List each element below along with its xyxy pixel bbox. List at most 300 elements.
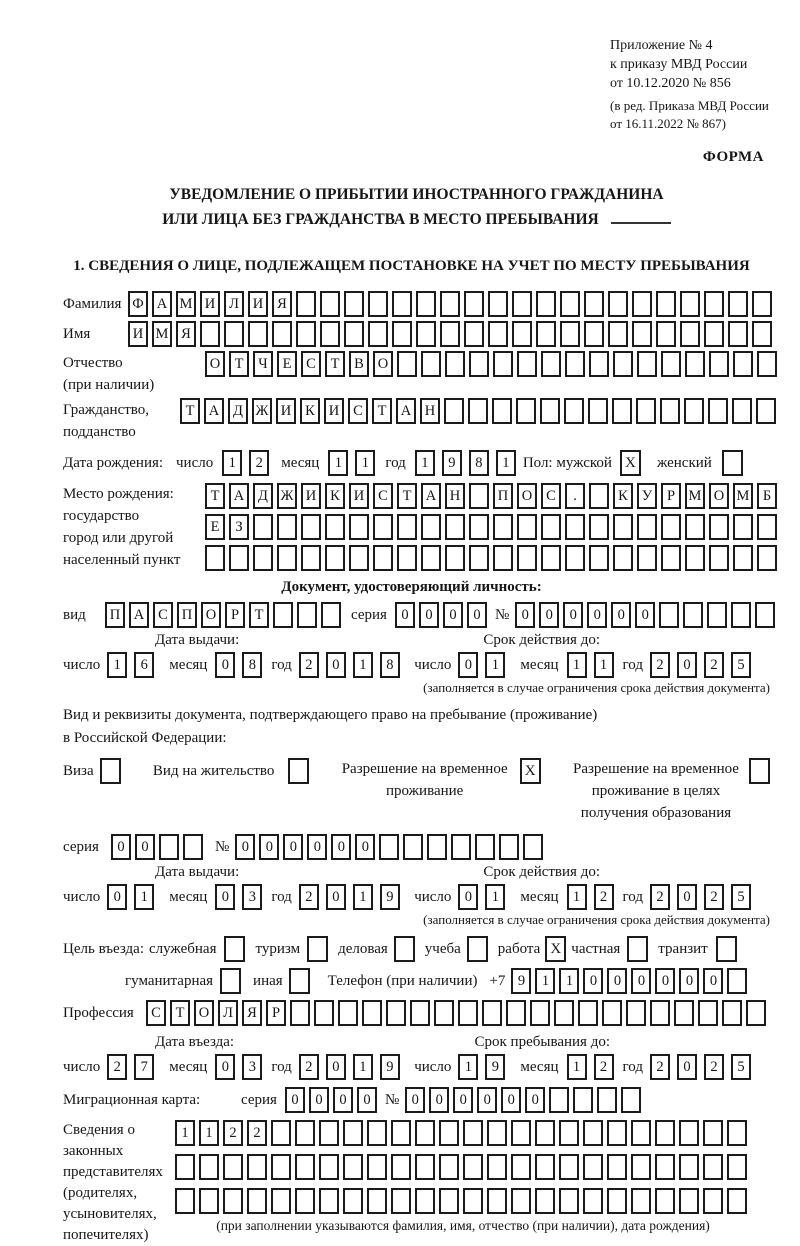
char-cell[interactable] (685, 514, 705, 540)
char-cell[interactable] (707, 602, 727, 628)
purpose-transit-checkbox[interactable] (716, 936, 737, 962)
char-cell[interactable] (584, 291, 604, 317)
char-cell[interactable]: 0 (107, 884, 127, 910)
char-cell[interactable] (703, 1120, 723, 1146)
char-cell[interactable]: 0 (631, 968, 651, 994)
char-cell[interactable] (674, 1000, 694, 1026)
char-cell[interactable]: И (349, 483, 369, 509)
char-cell[interactable] (223, 1154, 243, 1180)
char-cell[interactable] (319, 1154, 339, 1180)
char-cell[interactable]: Е (277, 351, 297, 377)
char-cell[interactable] (708, 398, 728, 424)
char-cell[interactable] (320, 291, 340, 317)
char-cell[interactable]: 9 (380, 1054, 400, 1080)
char-cell[interactable] (564, 398, 584, 424)
char-cell[interactable]: А (396, 398, 416, 424)
char-cell[interactable]: 0 (635, 602, 655, 628)
char-cell[interactable] (325, 545, 345, 571)
char-cell[interactable] (458, 1000, 478, 1026)
char-cell[interactable]: 0 (677, 884, 697, 910)
purpose-study-checkbox[interactable] (467, 936, 488, 962)
char-cell[interactable] (367, 1188, 387, 1214)
purpose-humanitarian-checkbox[interactable] (220, 968, 241, 994)
char-cell[interactable]: О (201, 602, 221, 628)
char-cell[interactable]: 1 (353, 652, 373, 678)
char-cell[interactable] (559, 1188, 579, 1214)
char-cell[interactable] (439, 1120, 459, 1146)
char-cell[interactable] (685, 545, 705, 571)
char-cell[interactable] (517, 514, 537, 540)
char-cell[interactable]: 0 (611, 602, 631, 628)
char-cell[interactable]: 0 (357, 1087, 377, 1113)
char-cell[interactable]: 9 (380, 884, 400, 910)
char-cell[interactable] (295, 1154, 315, 1180)
char-cell[interactable] (253, 545, 273, 571)
char-cell[interactable] (655, 1154, 675, 1180)
char-cell[interactable]: 1 (567, 1054, 587, 1080)
char-cell[interactable]: 1 (415, 450, 435, 476)
char-cell[interactable] (727, 1120, 747, 1146)
char-cell[interactable]: 2 (107, 1054, 127, 1080)
char-cell[interactable] (565, 545, 585, 571)
char-cell[interactable] (319, 1188, 339, 1214)
char-cell[interactable] (421, 351, 441, 377)
char-cell[interactable] (368, 291, 388, 317)
char-cell[interactable]: П (493, 483, 513, 509)
char-cell[interactable] (560, 291, 580, 317)
char-cell[interactable] (583, 1154, 603, 1180)
char-cell[interactable]: 0 (515, 602, 535, 628)
char-cell[interactable] (469, 545, 489, 571)
char-cell[interactable] (439, 1154, 459, 1180)
char-cell[interactable]: 0 (355, 834, 375, 860)
char-cell[interactable]: 2 (299, 652, 319, 678)
char-cell[interactable]: 1 (485, 884, 505, 910)
char-cell[interactable] (297, 602, 317, 628)
char-cell[interactable] (727, 968, 747, 994)
char-cell[interactable] (511, 1154, 531, 1180)
char-cell[interactable] (602, 1000, 622, 1026)
char-cell[interactable] (319, 1120, 339, 1146)
char-cell[interactable] (535, 1154, 555, 1180)
char-cell[interactable] (295, 1188, 315, 1214)
char-cell[interactable]: 0 (215, 884, 235, 910)
char-cell[interactable]: 0 (309, 1087, 329, 1113)
char-cell[interactable] (613, 514, 633, 540)
char-cell[interactable] (703, 1188, 723, 1214)
char-cell[interactable] (367, 1120, 387, 1146)
char-cell[interactable] (445, 351, 465, 377)
char-cell[interactable] (703, 1154, 723, 1180)
char-cell[interactable]: Т (372, 398, 392, 424)
char-cell[interactable] (698, 1000, 718, 1026)
char-cell[interactable]: О (194, 1000, 214, 1026)
char-cell[interactable] (273, 602, 293, 628)
char-cell[interactable]: А (229, 483, 249, 509)
char-cell[interactable]: К (325, 483, 345, 509)
char-cell[interactable]: 1 (594, 652, 614, 678)
char-cell[interactable] (631, 1154, 651, 1180)
char-cell[interactable] (732, 398, 752, 424)
char-cell[interactable] (683, 602, 703, 628)
char-cell[interactable]: И (301, 483, 321, 509)
char-cell[interactable]: 1 (134, 884, 154, 910)
char-cell[interactable] (386, 1000, 406, 1026)
char-cell[interactable] (427, 834, 447, 860)
char-cell[interactable] (621, 1087, 641, 1113)
char-cell[interactable] (565, 351, 585, 377)
char-cell[interactable] (349, 514, 369, 540)
char-cell[interactable] (704, 291, 724, 317)
char-cell[interactable] (512, 291, 532, 317)
char-cell[interactable]: Н (445, 483, 465, 509)
char-cell[interactable] (247, 1154, 267, 1180)
char-cell[interactable] (343, 1120, 363, 1146)
char-cell[interactable]: 0 (677, 1054, 697, 1080)
char-cell[interactable]: 2 (594, 884, 614, 910)
char-cell[interactable]: 2 (299, 1054, 319, 1080)
char-cell[interactable] (541, 514, 561, 540)
char-cell[interactable]: С (301, 351, 321, 377)
char-cell[interactable] (752, 321, 772, 347)
char-cell[interactable] (271, 1154, 291, 1180)
char-cell[interactable] (469, 351, 489, 377)
char-cell[interactable] (655, 1120, 675, 1146)
char-cell[interactable]: Ч (253, 351, 273, 377)
char-cell[interactable] (583, 1120, 603, 1146)
char-cell[interactable] (656, 291, 676, 317)
char-cell[interactable] (685, 351, 705, 377)
char-cell[interactable] (397, 514, 417, 540)
char-cell[interactable] (272, 321, 292, 347)
char-cell[interactable] (175, 1188, 195, 1214)
char-cell[interactable] (421, 514, 441, 540)
char-cell[interactable]: 3 (242, 884, 262, 910)
char-cell[interactable]: Р (225, 602, 245, 628)
char-cell[interactable]: М (152, 321, 172, 347)
char-cell[interactable]: С (373, 483, 393, 509)
char-cell[interactable]: Я (176, 321, 196, 347)
char-cell[interactable] (199, 1154, 219, 1180)
char-cell[interactable]: 9 (485, 1054, 505, 1080)
char-cell[interactable]: 2 (650, 652, 670, 678)
char-cell[interactable] (517, 545, 537, 571)
char-cell[interactable] (253, 514, 273, 540)
char-cell[interactable]: 1 (535, 968, 555, 994)
char-cell[interactable] (517, 351, 537, 377)
char-cell[interactable] (637, 351, 657, 377)
char-cell[interactable] (589, 483, 609, 509)
char-cell[interactable] (487, 1188, 507, 1214)
char-cell[interactable] (757, 351, 777, 377)
char-cell[interactable] (516, 398, 536, 424)
char-cell[interactable] (636, 398, 656, 424)
char-cell[interactable]: 0 (677, 652, 697, 678)
char-cell[interactable] (560, 321, 580, 347)
char-cell[interactable]: 0 (458, 884, 478, 910)
char-cell[interactable]: И (128, 321, 148, 347)
char-cell[interactable] (271, 1188, 291, 1214)
char-cell[interactable] (656, 321, 676, 347)
char-cell[interactable] (391, 1120, 411, 1146)
char-cell[interactable] (344, 321, 364, 347)
char-cell[interactable]: 2 (650, 1054, 670, 1080)
char-cell[interactable]: 0 (539, 602, 559, 628)
char-cell[interactable] (632, 291, 652, 317)
char-cell[interactable]: 1 (222, 450, 242, 476)
char-cell[interactable]: А (129, 602, 149, 628)
char-cell[interactable] (631, 1188, 651, 1214)
char-cell[interactable] (487, 1154, 507, 1180)
char-cell[interactable]: 5 (731, 884, 751, 910)
char-cell[interactable] (397, 545, 417, 571)
char-cell[interactable]: 0 (283, 834, 303, 860)
char-cell[interactable] (469, 514, 489, 540)
char-cell[interactable] (463, 1120, 483, 1146)
char-cell[interactable] (248, 321, 268, 347)
char-cell[interactable]: 1 (559, 968, 579, 994)
char-cell[interactable]: 0 (443, 602, 463, 628)
char-cell[interactable] (205, 545, 225, 571)
char-cell[interactable] (704, 321, 724, 347)
char-cell[interactable]: 0 (215, 652, 235, 678)
char-cell[interactable]: 1 (485, 652, 505, 678)
char-cell[interactable]: Ж (252, 398, 272, 424)
char-cell[interactable] (415, 1120, 435, 1146)
char-cell[interactable]: 0 (235, 834, 255, 860)
char-cell[interactable]: К (613, 483, 633, 509)
char-cell[interactable] (535, 1120, 555, 1146)
char-cell[interactable] (468, 398, 488, 424)
char-cell[interactable]: С (153, 602, 173, 628)
char-cell[interactable]: 0 (215, 1054, 235, 1080)
char-cell[interactable]: 1 (199, 1120, 219, 1146)
char-cell[interactable] (403, 834, 423, 860)
char-cell[interactable]: 2 (650, 884, 670, 910)
char-cell[interactable]: А (204, 398, 224, 424)
char-cell[interactable] (607, 1188, 627, 1214)
char-cell[interactable] (540, 398, 560, 424)
char-cell[interactable]: М (176, 291, 196, 317)
char-cell[interactable] (659, 602, 679, 628)
char-cell[interactable]: М (733, 483, 753, 509)
char-cell[interactable]: 0 (135, 834, 155, 860)
char-cell[interactable] (746, 1000, 766, 1026)
char-cell[interactable]: А (421, 483, 441, 509)
char-cell[interactable]: 2 (223, 1120, 243, 1146)
char-cell[interactable]: 0 (331, 834, 351, 860)
char-cell[interactable] (756, 398, 776, 424)
char-cell[interactable] (296, 291, 316, 317)
char-cell[interactable]: 2 (249, 450, 269, 476)
char-cell[interactable] (752, 291, 772, 317)
char-cell[interactable] (391, 1188, 411, 1214)
char-cell[interactable]: 0 (307, 834, 327, 860)
char-cell[interactable] (626, 1000, 646, 1026)
char-cell[interactable] (415, 1154, 435, 1180)
char-cell[interactable] (464, 321, 484, 347)
char-cell[interactable] (554, 1000, 574, 1026)
char-cell[interactable] (728, 321, 748, 347)
char-cell[interactable] (755, 602, 775, 628)
char-cell[interactable] (541, 545, 561, 571)
char-cell[interactable] (506, 1000, 526, 1026)
char-cell[interactable] (612, 398, 632, 424)
char-cell[interactable]: Т (180, 398, 200, 424)
purpose-work-checkbox[interactable]: X (545, 936, 566, 962)
char-cell[interactable]: 1 (107, 652, 127, 678)
char-cell[interactable]: 0 (259, 834, 279, 860)
char-cell[interactable]: П (177, 602, 197, 628)
char-cell[interactable] (637, 514, 657, 540)
char-cell[interactable] (680, 291, 700, 317)
char-cell[interactable] (661, 351, 681, 377)
char-cell[interactable] (392, 321, 412, 347)
purpose-private-checkbox[interactable] (627, 936, 648, 962)
char-cell[interactable] (607, 1154, 627, 1180)
char-cell[interactable] (444, 398, 464, 424)
char-cell[interactable] (493, 351, 513, 377)
char-cell[interactable] (229, 545, 249, 571)
char-cell[interactable] (709, 545, 729, 571)
char-cell[interactable] (392, 291, 412, 317)
char-cell[interactable] (159, 834, 179, 860)
residence-permit-checkbox[interactable] (288, 758, 309, 784)
char-cell[interactable]: 0 (587, 602, 607, 628)
char-cell[interactable] (709, 351, 729, 377)
char-cell[interactable]: 5 (731, 652, 751, 678)
char-cell[interactable]: 0 (501, 1087, 521, 1113)
char-cell[interactable] (679, 1120, 699, 1146)
char-cell[interactable] (492, 398, 512, 424)
char-cell[interactable] (541, 351, 561, 377)
visa-checkbox[interactable] (100, 758, 121, 784)
char-cell[interactable] (511, 1120, 531, 1146)
char-cell[interactable]: Т (205, 483, 225, 509)
char-cell[interactable] (493, 545, 513, 571)
char-cell[interactable] (379, 834, 399, 860)
char-cell[interactable]: 0 (453, 1087, 473, 1113)
char-cell[interactable]: 1 (353, 884, 373, 910)
char-cell[interactable] (493, 514, 513, 540)
char-cell[interactable] (224, 321, 244, 347)
char-cell[interactable] (271, 1120, 291, 1146)
char-cell[interactable]: И (324, 398, 344, 424)
char-cell[interactable] (469, 483, 489, 509)
char-cell[interactable] (523, 834, 543, 860)
char-cell[interactable] (295, 1120, 315, 1146)
char-cell[interactable] (583, 1188, 603, 1214)
char-cell[interactable]: 8 (242, 652, 262, 678)
char-cell[interactable] (589, 545, 609, 571)
char-cell[interactable]: О (373, 351, 393, 377)
char-cell[interactable] (607, 1120, 627, 1146)
char-cell[interactable]: Я (272, 291, 292, 317)
char-cell[interactable]: 1 (458, 1054, 478, 1080)
char-cell[interactable] (440, 321, 460, 347)
char-cell[interactable] (344, 291, 364, 317)
char-cell[interactable] (613, 545, 633, 571)
char-cell[interactable] (565, 514, 585, 540)
char-cell[interactable] (277, 514, 297, 540)
char-cell[interactable] (199, 1188, 219, 1214)
char-cell[interactable] (223, 1188, 243, 1214)
char-cell[interactable] (597, 1087, 617, 1113)
char-cell[interactable]: 0 (703, 968, 723, 994)
char-cell[interactable] (631, 1120, 651, 1146)
char-cell[interactable]: А (152, 291, 172, 317)
char-cell[interactable] (391, 1154, 411, 1180)
char-cell[interactable] (728, 291, 748, 317)
char-cell[interactable]: Н (420, 398, 440, 424)
char-cell[interactable] (290, 1000, 310, 1026)
char-cell[interactable] (277, 545, 297, 571)
char-cell[interactable]: 8 (469, 450, 489, 476)
char-cell[interactable] (410, 1000, 430, 1026)
char-cell[interactable]: 1 (175, 1120, 195, 1146)
char-cell[interactable]: Д (228, 398, 248, 424)
char-cell[interactable]: М (685, 483, 705, 509)
char-cell[interactable]: И (248, 291, 268, 317)
char-cell[interactable]: 2 (704, 884, 724, 910)
char-cell[interactable]: Ф (128, 291, 148, 317)
char-cell[interactable] (536, 291, 556, 317)
temp-residence-checkbox[interactable]: X (520, 758, 541, 784)
char-cell[interactable]: Т (229, 351, 249, 377)
char-cell[interactable] (588, 398, 608, 424)
char-cell[interactable]: 7 (134, 1054, 154, 1080)
purpose-tourism-checkbox[interactable] (307, 936, 328, 962)
char-cell[interactable]: Т (170, 1000, 190, 1026)
purpose-business-checkbox[interactable] (224, 936, 245, 962)
char-cell[interactable] (559, 1120, 579, 1146)
char-cell[interactable]: 9 (511, 968, 531, 994)
char-cell[interactable] (530, 1000, 550, 1026)
char-cell[interactable]: 0 (326, 1054, 346, 1080)
char-cell[interactable]: Р (266, 1000, 286, 1026)
char-cell[interactable] (722, 1000, 742, 1026)
char-cell[interactable] (416, 321, 436, 347)
char-cell[interactable] (608, 321, 628, 347)
char-cell[interactable]: И (276, 398, 296, 424)
char-cell[interactable]: 2 (247, 1120, 267, 1146)
char-cell[interactable] (175, 1154, 195, 1180)
char-cell[interactable] (487, 1120, 507, 1146)
char-cell[interactable] (368, 321, 388, 347)
char-cell[interactable] (440, 291, 460, 317)
char-cell[interactable] (445, 514, 465, 540)
char-cell[interactable]: 0 (111, 834, 131, 860)
char-cell[interactable] (589, 351, 609, 377)
char-cell[interactable] (296, 321, 316, 347)
char-cell[interactable] (727, 1188, 747, 1214)
char-cell[interactable]: Д (253, 483, 273, 509)
char-cell[interactable] (578, 1000, 598, 1026)
char-cell[interactable] (757, 514, 777, 540)
char-cell[interactable]: 0 (419, 602, 439, 628)
char-cell[interactable] (661, 545, 681, 571)
char-cell[interactable]: 6 (134, 652, 154, 678)
char-cell[interactable] (559, 1154, 579, 1180)
char-cell[interactable]: 1 (496, 450, 516, 476)
char-cell[interactable]: Е (205, 514, 225, 540)
char-cell[interactable] (535, 1188, 555, 1214)
char-cell[interactable]: 0 (655, 968, 675, 994)
char-cell[interactable]: Л (224, 291, 244, 317)
purpose-other-checkbox[interactable] (289, 968, 310, 994)
char-cell[interactable] (608, 291, 628, 317)
char-cell[interactable]: 2 (704, 1054, 724, 1080)
